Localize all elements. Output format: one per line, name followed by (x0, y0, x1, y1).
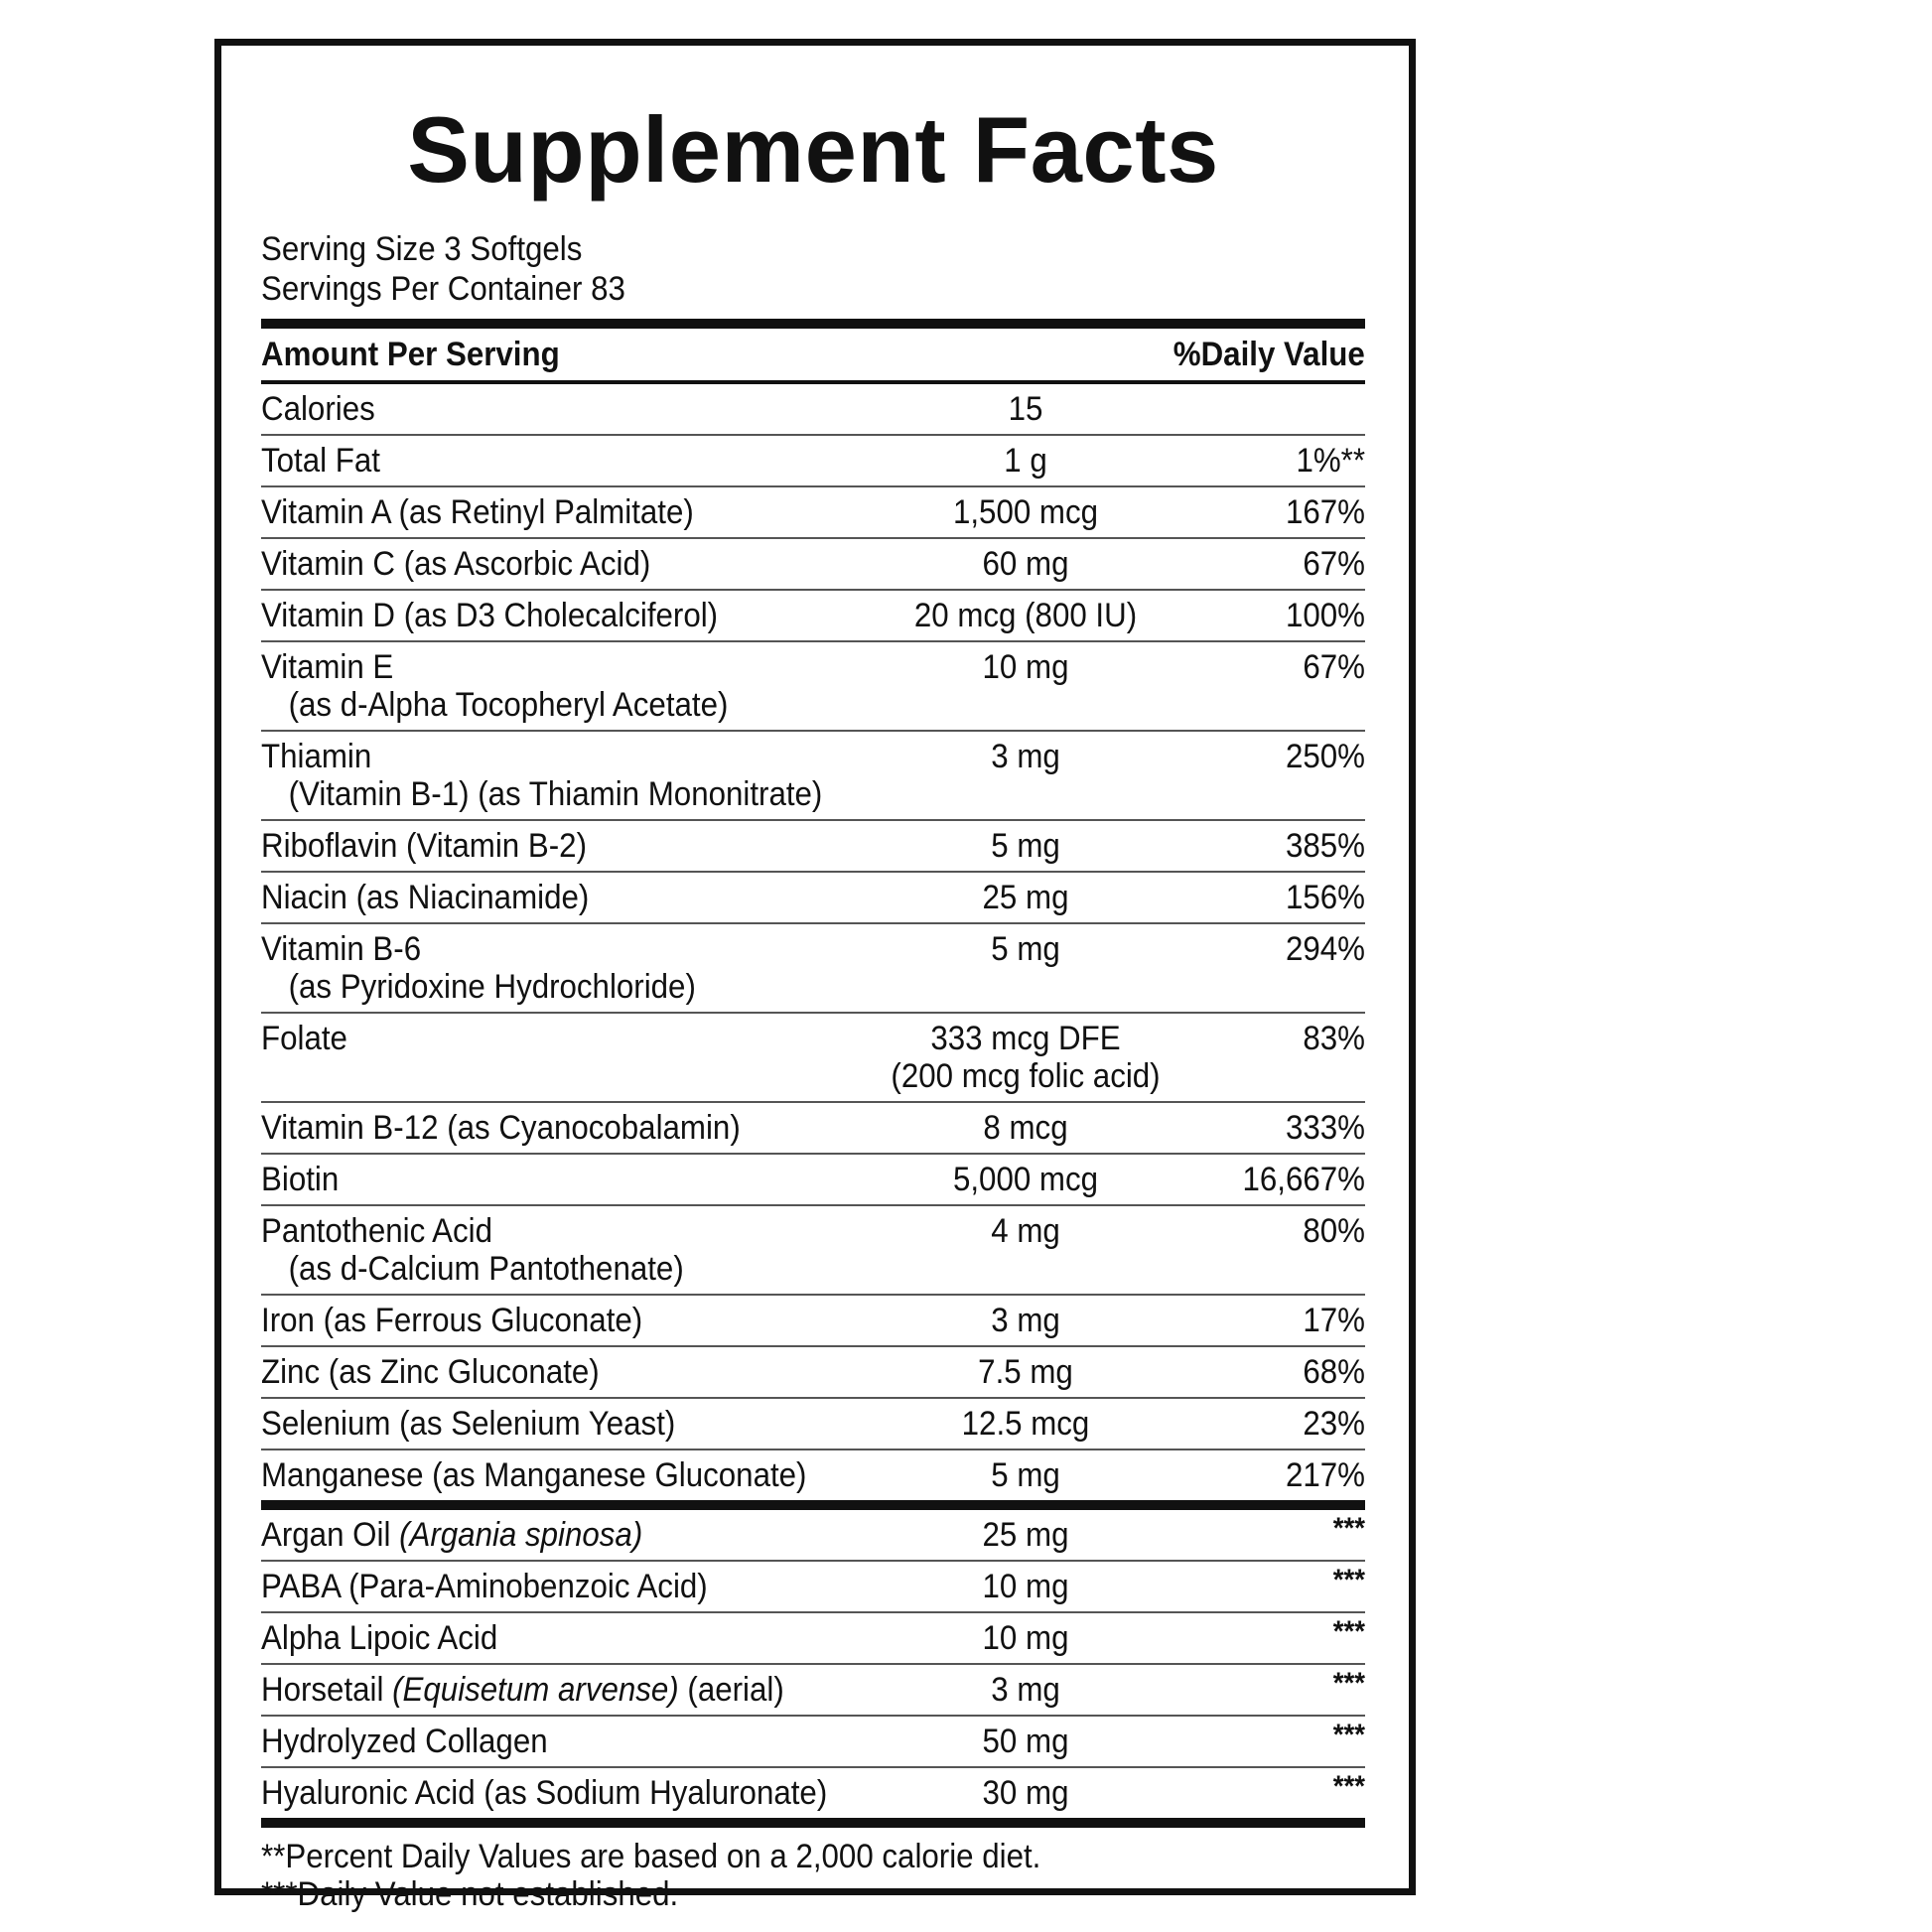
nutrient-daily-value: 156% (1285, 879, 1365, 916)
ingredient-amount (871, 1723, 1181, 1760)
nutrient-name (261, 1212, 846, 1288)
ingredient-daily-value: *** (1332, 1719, 1365, 1751)
nutrient-daily-value: 385% (1285, 827, 1365, 865)
nutrient-row (261, 730, 1365, 819)
nutrient-name (261, 738, 846, 813)
nutrient-daily-value: 16,667% (1242, 1161, 1365, 1198)
nutrient-daily-value: 167% (1285, 493, 1365, 531)
ingredient-name (261, 1774, 846, 1812)
nutrient-amount (871, 738, 1181, 775)
nutrient-daily-value: 83% (1303, 1020, 1365, 1057)
nutrient-row (261, 1101, 1365, 1153)
nutrient-amount (871, 1212, 1181, 1250)
ingredient-name-suffix: (aerial) (678, 1671, 784, 1709)
ingredient-name (261, 1671, 846, 1709)
other-ingredients-table (261, 1510, 1365, 1818)
nutrient-name (261, 545, 846, 583)
ingredient-latin-name: (Equisetum arvense) (392, 1671, 679, 1709)
nutrient-amount-text: 12.5 mcg (961, 1405, 1090, 1443)
nutrient-row (261, 1397, 1365, 1449)
footnote-dv: **Percent Daily Values are based on a 2,000 calorie diet. (261, 1838, 1041, 1875)
ingredient-daily-value: *** (1332, 1564, 1365, 1596)
rule-thick-top (261, 319, 1365, 329)
amount-per-serving-label: Amount Per Serving (261, 335, 560, 373)
nutrient-amount (871, 390, 1181, 428)
ingredient-latin-name: (Argania spinosa) (399, 1516, 643, 1554)
nutrient-row (261, 1294, 1365, 1345)
nutrient-daily-value: 80% (1303, 1212, 1365, 1250)
nutrient-amount-text: 10 mg (982, 648, 1069, 686)
nutrient-row (261, 537, 1365, 589)
nutrient-amount-text: 5 mg (991, 827, 1060, 865)
nutrient-name-sub: (Vitamin B-1) (as Thiamin Mononitrate) (288, 775, 823, 813)
nutrient-name-text: Pantothenic Acid (261, 1212, 493, 1250)
panel-title: Supplement Facts (407, 97, 1219, 202)
nutrient-amount (871, 1456, 1181, 1494)
nutrient-name-sub: (as Pyridoxine Hydrochloride) (288, 968, 696, 1006)
nutrient-row (261, 434, 1365, 485)
nutrient-name-text: Vitamin D (as D3 Cholecalciferol) (261, 597, 719, 634)
nutrient-name-text: Zinc (as Zinc Gluconate) (261, 1353, 600, 1391)
nutrient-name (261, 1109, 846, 1147)
ingredient-amount (871, 1671, 1181, 1709)
nutrient-daily-value: 23% (1303, 1405, 1365, 1443)
ingredient-amount-text: 30 mg (982, 1774, 1069, 1812)
nutrient-name (261, 1302, 846, 1339)
panel-content (261, 46, 1365, 1913)
ingredient-row (261, 1715, 1365, 1766)
nutrient-row (261, 922, 1365, 1012)
ingredient-name (261, 1619, 846, 1657)
nutrient-name (261, 930, 846, 1006)
nutrient-name-text: Niacin (as Niacinamide) (261, 879, 590, 916)
nutrient-amount-text: 5,000 mcg (952, 1161, 1099, 1198)
ingredient-row (261, 1766, 1365, 1818)
nutrient-name-text: Selenium (as Selenium Yeast) (261, 1405, 676, 1443)
ingredient-amount-text: 25 mg (982, 1516, 1069, 1554)
ingredient-name-text: Hydrolyzed Collagen (261, 1723, 548, 1760)
nutrient-amount-text: 3 mg (991, 1302, 1060, 1339)
nutrient-amount (871, 442, 1181, 480)
ingredient-daily-value: *** (1332, 1667, 1365, 1700)
ingredient-amount-text: 10 mg (982, 1619, 1069, 1657)
ingredient-name-text: PABA (Para-Aminobenzoic Acid) (261, 1568, 708, 1605)
nutrient-name-text: Vitamin C (as Ascorbic Acid) (261, 545, 651, 583)
nutrient-row (261, 1345, 1365, 1397)
nutrient-row (261, 1204, 1365, 1294)
nutrient-name (261, 1456, 846, 1494)
nutrient-name (261, 1020, 846, 1095)
nutrient-name (261, 879, 846, 916)
ingredient-amount (871, 1516, 1181, 1554)
nutrient-amount (871, 648, 1181, 686)
nutrient-amount-text: 8 mcg (983, 1109, 1068, 1147)
nutrient-amount-text: 1,500 mcg (952, 493, 1099, 531)
nutrient-name (261, 390, 846, 428)
nutrient-amount (871, 1353, 1181, 1391)
nutrient-daily-value: 333% (1285, 1109, 1365, 1147)
nutrient-name-sub: (as d-Alpha Tocopheryl Acetate) (288, 686, 729, 724)
ingredient-row (261, 1663, 1365, 1715)
nutrient-amount-text: 25 mg (982, 879, 1069, 916)
nutrient-name-text: Vitamin B-12 (as Cyanocobalamin) (261, 1109, 741, 1147)
nutrient-daily-value: 67% (1303, 545, 1365, 583)
nutrient-row (261, 640, 1365, 730)
nutrient-amount (871, 930, 1181, 968)
nutrient-name (261, 493, 846, 531)
nutrient-daily-value: 250% (1285, 738, 1365, 775)
servings-per-container: Servings Per Container 83 (261, 270, 625, 308)
nutrient-amount (871, 1302, 1181, 1339)
nutrient-name (261, 442, 846, 480)
nutrient-daily-value: 17% (1303, 1302, 1365, 1339)
ingredient-name (261, 1516, 846, 1554)
ingredient-daily-value: *** (1332, 1615, 1365, 1648)
nutrient-amount-text: 20 mcg (800 IU) (913, 597, 1138, 634)
ingredient-row (261, 1611, 1365, 1663)
ingredient-daily-value: *** (1332, 1512, 1365, 1545)
ingredient-row (261, 1560, 1365, 1611)
footnotes (261, 1838, 1277, 1913)
nutrient-amount-text: 3 mg (991, 738, 1060, 775)
nutrient-row (261, 1012, 1365, 1101)
nutrient-name-text: Vitamin E (261, 648, 394, 686)
nutrient-name (261, 597, 846, 634)
nutrient-name-text: Total Fat (261, 442, 380, 480)
nutrient-amount-text: 4 mg (991, 1212, 1060, 1250)
nutrient-name (261, 648, 846, 724)
nutrient-amount (871, 827, 1181, 865)
supplement-facts-panel (214, 39, 1416, 1913)
nutrient-daily-value: 67% (1303, 648, 1365, 686)
nutrient-daily-value: 217% (1285, 1456, 1365, 1494)
footnote-not-established: ***Daily Value not established. (261, 1875, 679, 1913)
nutrient-name-text: Manganese (as Manganese Gluconate) (261, 1456, 807, 1494)
nutrient-name-text: Calories (261, 390, 375, 428)
nutrient-name-text: Riboflavin (Vitamin B-2) (261, 827, 587, 865)
rule-section-divider (261, 1500, 1365, 1510)
nutrient-amount (871, 597, 1181, 634)
nutrient-row (261, 589, 1365, 640)
nutrient-amount (871, 879, 1181, 916)
nutrient-row (261, 384, 1365, 434)
ingredient-amount (871, 1619, 1181, 1657)
nutrient-row (261, 819, 1365, 871)
ingredient-name-text: Hyaluronic Acid (as Sodium Hyaluronate) (261, 1774, 828, 1812)
ingredient-name-text: Alpha Lipoic Acid (261, 1619, 498, 1657)
nutrient-daily-value: 294% (1285, 930, 1365, 968)
nutrient-amount (871, 1020, 1181, 1095)
ingredient-name (261, 1568, 846, 1605)
nutrient-amount-text: 15 (1008, 390, 1043, 428)
nutrient-row (261, 1153, 1365, 1204)
nutrient-amount-text: 333 mcg DFE (930, 1020, 1121, 1057)
nutrient-amount (871, 493, 1181, 531)
ingredient-amount-text: 3 mg (991, 1671, 1060, 1709)
nutrient-name-text: Vitamin B-6 (261, 930, 422, 968)
ingredient-amount-text: 10 mg (982, 1568, 1069, 1605)
nutrient-name-text: Vitamin A (as Retinyl Palmitate) (261, 493, 694, 531)
table-header (261, 329, 1365, 380)
nutrient-daily-value: 68% (1303, 1353, 1365, 1391)
nutrient-name-text: Folate (261, 1020, 347, 1057)
ingredient-name (261, 1723, 846, 1760)
nutrient-name-text: Thiamin (261, 738, 372, 775)
nutrient-amount-text: 60 mg (982, 545, 1069, 583)
nutrient-amount-text: 5 mg (991, 1456, 1060, 1494)
nutrient-amount (871, 1109, 1181, 1147)
nutrient-name-text: Iron (as Ferrous Gluconate) (261, 1302, 643, 1339)
nutrient-amount (871, 545, 1181, 583)
nutrient-daily-value: 1%** (1296, 442, 1365, 480)
nutrient-name (261, 1353, 846, 1391)
rule-bottom (261, 1818, 1365, 1828)
ingredient-row (261, 1510, 1365, 1560)
ingredient-name-text: Argan Oil (261, 1516, 400, 1554)
nutrient-name (261, 1161, 846, 1198)
nutrient-name-sub: (as d-Calcium Pantothenate) (288, 1250, 684, 1288)
serving-size: Serving Size 3 Softgels (261, 230, 583, 268)
nutrient-name-text: Biotin (261, 1161, 340, 1198)
nutrient-row (261, 1449, 1365, 1500)
nutrient-amount-text: 7.5 mg (978, 1353, 1073, 1391)
row-spacer (261, 1057, 846, 1095)
ingredient-amount (871, 1774, 1181, 1812)
nutrient-amount (871, 1405, 1181, 1443)
nutrient-table (261, 384, 1365, 1500)
nutrient-daily-value: 100% (1285, 597, 1365, 634)
ingredient-daily-value: *** (1332, 1770, 1365, 1803)
nutrient-amount (871, 1161, 1181, 1198)
daily-value-label: %Daily Value (1173, 335, 1365, 373)
ingredient-amount (871, 1568, 1181, 1605)
nutrient-row (261, 485, 1365, 537)
nutrient-name (261, 1405, 846, 1443)
ingredient-amount-text: 50 mg (982, 1723, 1069, 1760)
nutrient-amount-sub: (200 mcg folic acid) (891, 1057, 1161, 1095)
ingredient-name-text: Horsetail (261, 1671, 393, 1709)
nutrient-amount-text: 1 g (1004, 442, 1047, 480)
nutrient-name (261, 827, 846, 865)
nutrient-amount-text: 5 mg (991, 930, 1060, 968)
nutrient-row (261, 871, 1365, 922)
